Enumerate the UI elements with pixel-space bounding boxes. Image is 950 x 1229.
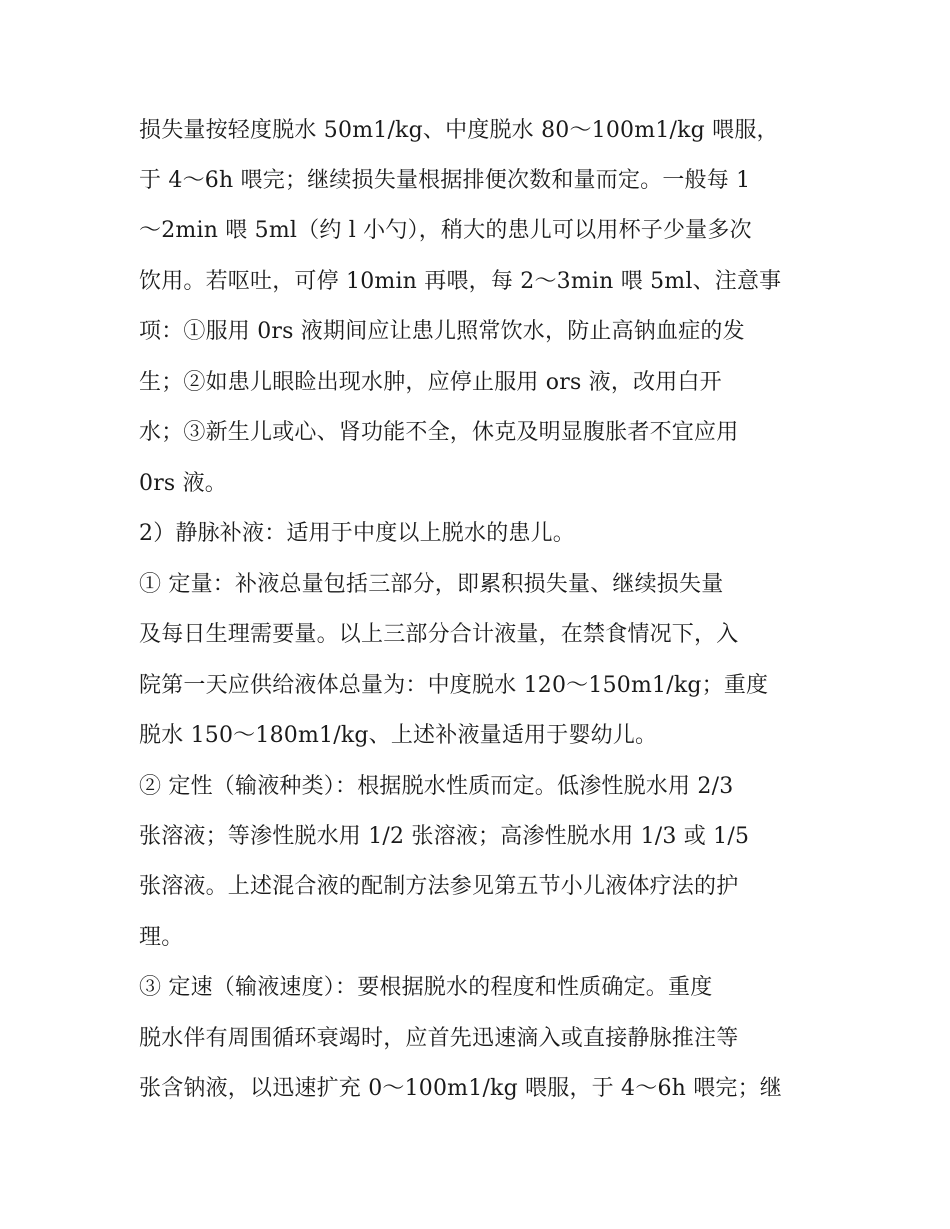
text-line: 于 4～6h 喂完；继续损失量根据排便次数和量而定。一般每 1: [139, 168, 751, 193]
text-line: 张溶液。上述混合液的配制方法参见第五节小儿液体疗法的护: [139, 874, 739, 899]
text-line: 张溶液；等渗性脱水用 1/2 张溶液；高渗性脱水用 1/3 或 1/5: [139, 824, 750, 849]
text-line: 理。: [139, 925, 184, 950]
text-line: 张含钠液，以迅速扩充 0～100m1/kg 喂服，于 4～6h 喂完；继: [139, 1076, 783, 1101]
text-line: ～2min 喂 5ml（约 l 小勺），稍大的患儿可以用杯子少量多次: [139, 218, 752, 243]
text-line: 损失量按轻度脱水 50m1/kg、中度脱水 80～100m1/kg 喂服，: [139, 118, 779, 143]
text-line: 饮用。若呕吐，可停 10min 再喂，每 2～3min 喂 5ml、注意事: [139, 269, 782, 294]
text-line: ② 定性（输液种类）：根据脱水性质而定。低渗性脱水用 2/3: [139, 774, 734, 799]
text-line: 项：①服用 0rs 液期间应让患儿照常饮水，防止高钠血症的发: [139, 319, 745, 344]
text-line: ① 定量：补液总量包括三部分，即累积损失量、继续损失量: [139, 572, 724, 597]
text-line: 0rs 液。: [139, 471, 227, 496]
text-line: 生；②如患儿眼睑出现水肿，应停止服用 ors 液，改用白开: [139, 370, 722, 395]
text-line: ③ 定速（输液速度）：要根据脱水的程度和性质确定。重度: [139, 975, 713, 1000]
text-line: 脱水伴有周围循环衰竭时，应首先迅速滴入或直接静脉推注等: [139, 1026, 739, 1051]
text-line: 脱水 150～180m1/kg、上述补液量适用于婴幼儿。: [139, 723, 658, 748]
text-line: 水；③新生儿或心、肾功能不全，休克及明显腹胀者不宜应用: [139, 420, 739, 445]
text-line: 院第一天应供给液体总量为：中度脱水 120～150m1/kg；重度: [139, 673, 769, 698]
text-line: 及每日生理需要量。以上三部分合计液量，在禁食情况下，入: [139, 622, 739, 647]
text-line: 2）静脉补液：适用于中度以上脱水的患儿。: [139, 521, 575, 546]
